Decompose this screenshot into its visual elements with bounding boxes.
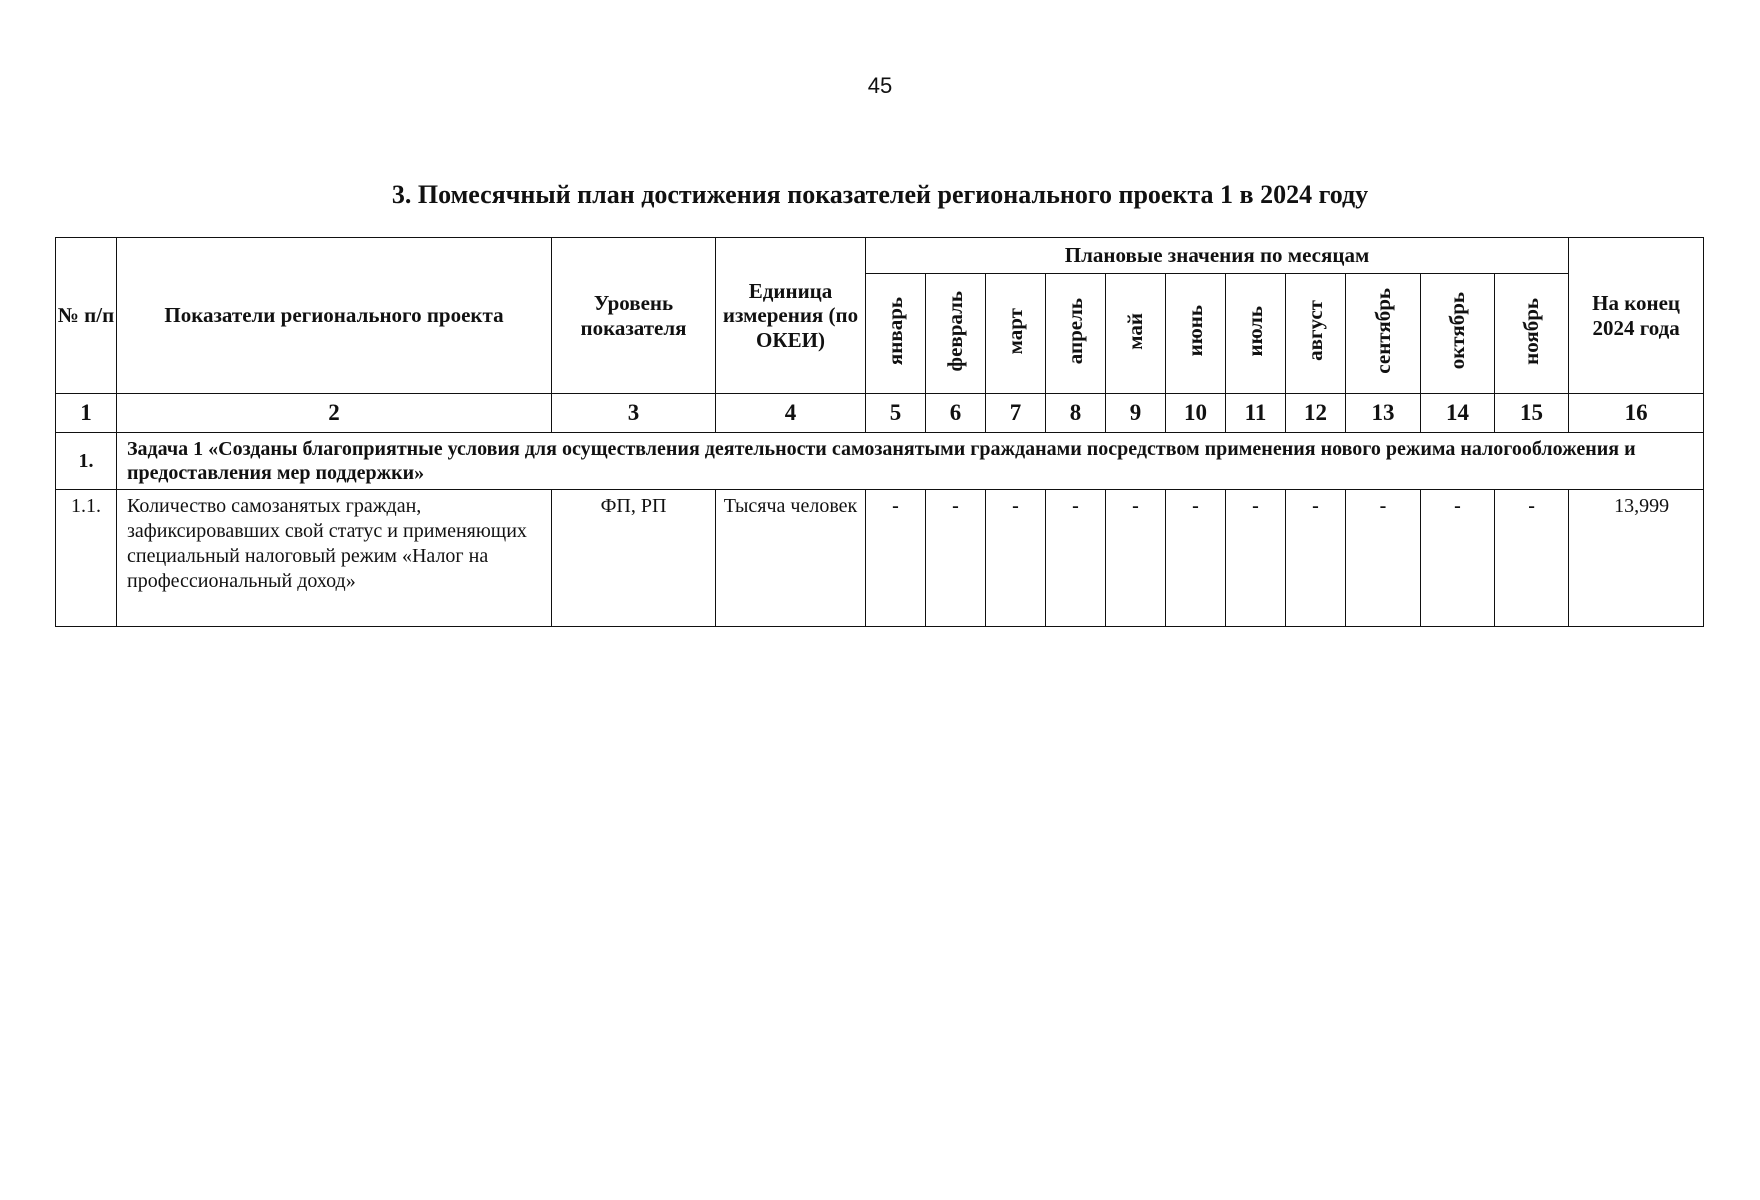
row-month-value: - [1286, 490, 1346, 627]
row-month-value: - [1346, 490, 1421, 627]
column-number: 16 [1569, 394, 1704, 433]
month-label: сентябрь [1370, 288, 1395, 374]
header-month-january [866, 274, 926, 394]
row-level: ФП, РП [552, 490, 716, 627]
row-month-value: - [1495, 490, 1569, 627]
column-number: 5 [866, 394, 926, 433]
row-number: 1.1. [56, 490, 117, 627]
column-number: 2 [117, 394, 552, 433]
month-label: май [1123, 312, 1148, 350]
row-month-value: - [1106, 490, 1166, 627]
page-number: 45 [867, 73, 893, 98]
header-month-march [986, 274, 1046, 394]
header-month-may [1106, 274, 1166, 394]
task-number: 1. [56, 433, 117, 490]
month-label: июнь [1183, 305, 1208, 357]
header-month-february [926, 274, 986, 394]
row-month-value: - [1166, 490, 1226, 627]
row-month-value: - [1421, 490, 1495, 627]
table-row [56, 490, 1704, 627]
row-month-value: - [986, 490, 1046, 627]
column-number: 6 [926, 394, 986, 433]
row-month-value: - [866, 490, 926, 627]
month-label: февраль [943, 290, 968, 372]
task-text: Задача 1 «Созданы благоприятные условия для осуществления деятельности самозанятыми гражданами посредством применения нового режима налогообложения и предоставления мер поддержки» [117, 433, 1704, 490]
header-num: № п/п [56, 238, 117, 394]
header-month-november [1495, 274, 1569, 394]
task-row [56, 433, 1704, 490]
header-level: Уровень показателя [552, 238, 716, 394]
header-month-july [1226, 274, 1286, 394]
row-unit: Тысяча человек [716, 490, 866, 627]
column-number: 15 [1495, 394, 1569, 433]
column-number: 14 [1421, 394, 1495, 433]
header-year-end: На конец 2024 года [1569, 238, 1704, 394]
header-indicator: Показатели регионального проекта [117, 238, 552, 394]
header-month-september [1346, 274, 1421, 394]
column-number: 11 [1226, 394, 1286, 433]
row-month-value: - [1046, 490, 1106, 627]
monthly-plan-table [55, 237, 1704, 627]
header-month-october [1421, 274, 1495, 394]
month-label: август [1303, 300, 1328, 362]
column-number: 7 [986, 394, 1046, 433]
month-label: апрель [1063, 297, 1088, 365]
month-label: октябрь [1445, 292, 1470, 370]
column-number: 3 [552, 394, 716, 433]
month-label: март [1003, 307, 1028, 355]
column-number: 1 [56, 394, 117, 433]
column-number: 9 [1106, 394, 1166, 433]
row-month-value: - [926, 490, 986, 627]
month-label: ноябрь [1519, 297, 1544, 365]
column-number: 13 [1346, 394, 1421, 433]
row-year-end-value: 13,999 [1569, 490, 1704, 627]
row-month-value: - [1226, 490, 1286, 627]
header-month-april [1046, 274, 1106, 394]
header-month-august [1286, 274, 1346, 394]
header-monthly-group: Плановые значения по месяцам [866, 238, 1569, 274]
month-label: июль [1243, 305, 1268, 357]
column-number: 8 [1046, 394, 1106, 433]
header-month-june [1166, 274, 1226, 394]
column-number: 10 [1166, 394, 1226, 433]
column-number: 4 [716, 394, 866, 433]
document-title: 3. Помесячный план достижения показателей регионального проекта 1 в 2024 году [391, 180, 1369, 209]
column-number: 12 [1286, 394, 1346, 433]
month-label: январь [883, 296, 908, 365]
column-number-row [56, 394, 1704, 433]
row-indicator: Количество самозанятых граждан, зафиксировавших свой статус и применяющих специальный налоговый режим «Налог на профессиональный доход» [117, 490, 552, 627]
header-unit: Единица измерения (по ОКЕИ) [716, 238, 866, 394]
